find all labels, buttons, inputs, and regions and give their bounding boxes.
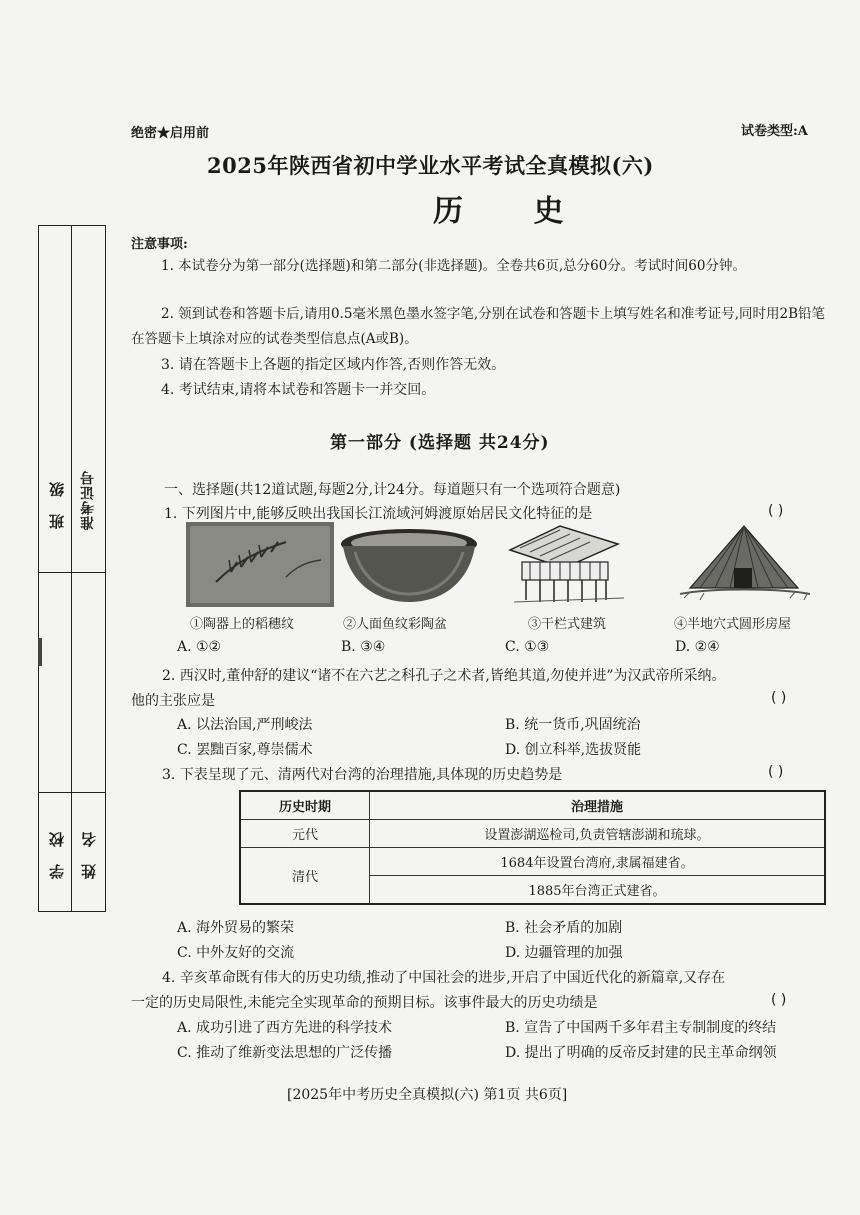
table-cell-yuan-measure: 设置澎湖巡检司,负责管辖澎湖和琉球。 — [370, 820, 826, 848]
q1-stem: 1. 下列图片中,能够反映出我国长江流域河姆渡原始居民文化特征的是 — [164, 506, 593, 522]
semi-underground-round-house-image — [670, 522, 818, 607]
q4-stem-line1: 4. 辛亥革命既有伟大的历史功绩,推动了中国社会的进步,开启了中国近代化的新篇章,又存在 — [162, 970, 726, 986]
pottery-rice-pattern-image — [186, 522, 334, 607]
part1-instruction: 一、选择题(共12道试题,每题2分,计24分。每道题只有一个选项符合题意) — [164, 482, 621, 498]
q4-stem-line2: 一定的历史局限性,未能完全实现革命的预期目标。该事件最大的历史功绩是 — [131, 995, 598, 1011]
table-cell-qing-measure-2: 1885年台湾正式建省。 — [370, 876, 826, 905]
table-cell-qing-period: 清代 — [240, 848, 370, 905]
note-4: 4. 考试结束,请将本试卷和答题卡一并交回。 — [161, 382, 436, 398]
part1-title: 第一部分 (选择题 共24分) — [330, 433, 550, 453]
q2-option-d: D. 创立科举,选拔贤能 — [505, 742, 642, 758]
note-2: 2. 领到试卷和答题卡后,请用0.5毫米黑色墨水签字笔,分别在试卷和答题卡上填写姓名和准考证号,同时用2B铅笔在答题卡上填涂对应的试卷类型信息点(A或B)。 — [131, 306, 826, 347]
binding-margin-box — [38, 225, 106, 912]
school-label: 学 校 — [48, 826, 66, 880]
q3-option-d: D. 边疆管理的加强 — [505, 945, 623, 961]
q2-stem-line2: 他的主张应是 — [131, 693, 215, 709]
q4-option-d: D. 提出了明确的反帝反封建的民主革命纲领 — [505, 1045, 777, 1061]
subject-title: 历 史 — [433, 194, 594, 229]
q1-caption-1: ①陶器上的稻穗纹 — [190, 617, 295, 632]
table-header-measures: 治理措施 — [370, 791, 826, 820]
q2-stem-line1: 2. 西汉时,董仲舒的建议“诸不在六艺之科孔子之术者,皆绝其道,勿使并进”为汉武帝所采纳。 — [162, 668, 726, 684]
note-3: 3. 请在答题卡上各题的指定区域内作答,否则作答无效。 — [161, 357, 506, 373]
q2-option-a: A. 以法治国,严刑峻法 — [177, 717, 313, 733]
page-footer: [2025年中考历史全真模拟(六) 第1页 共6页] — [287, 1087, 568, 1103]
q3-stem: 3. 下表呈现了元、清两代对台湾的治理措施,具体现的历史趋势是 — [162, 767, 563, 783]
q3-option-c: C. 中外友好的交流 — [177, 945, 295, 961]
q4-option-b: B. 宣告了中国两千多年君主专制制度的终结 — [505, 1020, 777, 1036]
painted-pottery-basin-image — [335, 522, 483, 607]
q1-option-d: D. ②④ — [675, 639, 720, 655]
name-label: 姓 名 — [80, 826, 98, 880]
q3-answer-bracket: ( ) — [768, 764, 784, 780]
exam-title: 2025年陕西省初中学业水平考试全真模拟(六) — [207, 153, 654, 178]
q3-option-b: B. 社会矛盾的加剧 — [505, 920, 623, 936]
table-header-period: 历史时期 — [240, 791, 370, 820]
q1-caption-2: ②人面鱼纹彩陶盆 — [343, 617, 448, 632]
class-label: 班 级 — [48, 476, 66, 530]
secret-label: 绝密★启用前 — [131, 126, 210, 141]
q4-option-c: C. 推动了维新变法思想的广泛传播 — [177, 1045, 393, 1061]
notes-heading: 注意事项: — [131, 237, 188, 252]
q2-option-c: C. 罢黜百家,尊崇儒术 — [177, 742, 313, 758]
exam-number-label: 准考证号 — [80, 470, 96, 530]
q1-option-c: C. ①③ — [505, 639, 550, 655]
taiwan-governance-table — [239, 790, 826, 905]
q2-option-b: B. 统一货币,巩固统治 — [505, 717, 641, 733]
q1-caption-4: ④半地穴式圆形房屋 — [674, 617, 792, 632]
q1-answer-bracket: ( ) — [768, 503, 784, 519]
q2-answer-bracket: ( ) — [771, 690, 787, 706]
table-cell-qing-measure-1: 1684年设置台湾府,隶属福建省。 — [370, 848, 826, 876]
q4-answer-bracket: ( ) — [771, 992, 787, 1008]
binding-tick — [38, 638, 42, 666]
q1-option-a: A. ①② — [177, 639, 222, 655]
q1-option-b: B. ③④ — [341, 639, 386, 655]
note-1: 1. 本试卷分为第一部分(选择题)和第二部分(非选择题)。全卷共6页,总分60分。考试时间60分钟。 — [161, 258, 746, 274]
q4-option-a: A. 成功引进了西方先进的科学技术 — [177, 1020, 393, 1036]
table-cell-yuan-period: 元代 — [240, 820, 370, 848]
paper-type-label: 试卷类型:A — [741, 124, 808, 139]
q1-caption-3: ③干栏式建筑 — [528, 617, 607, 632]
stilt-house-image — [500, 522, 648, 607]
q3-option-a: A. 海外贸易的繁荣 — [177, 920, 295, 936]
